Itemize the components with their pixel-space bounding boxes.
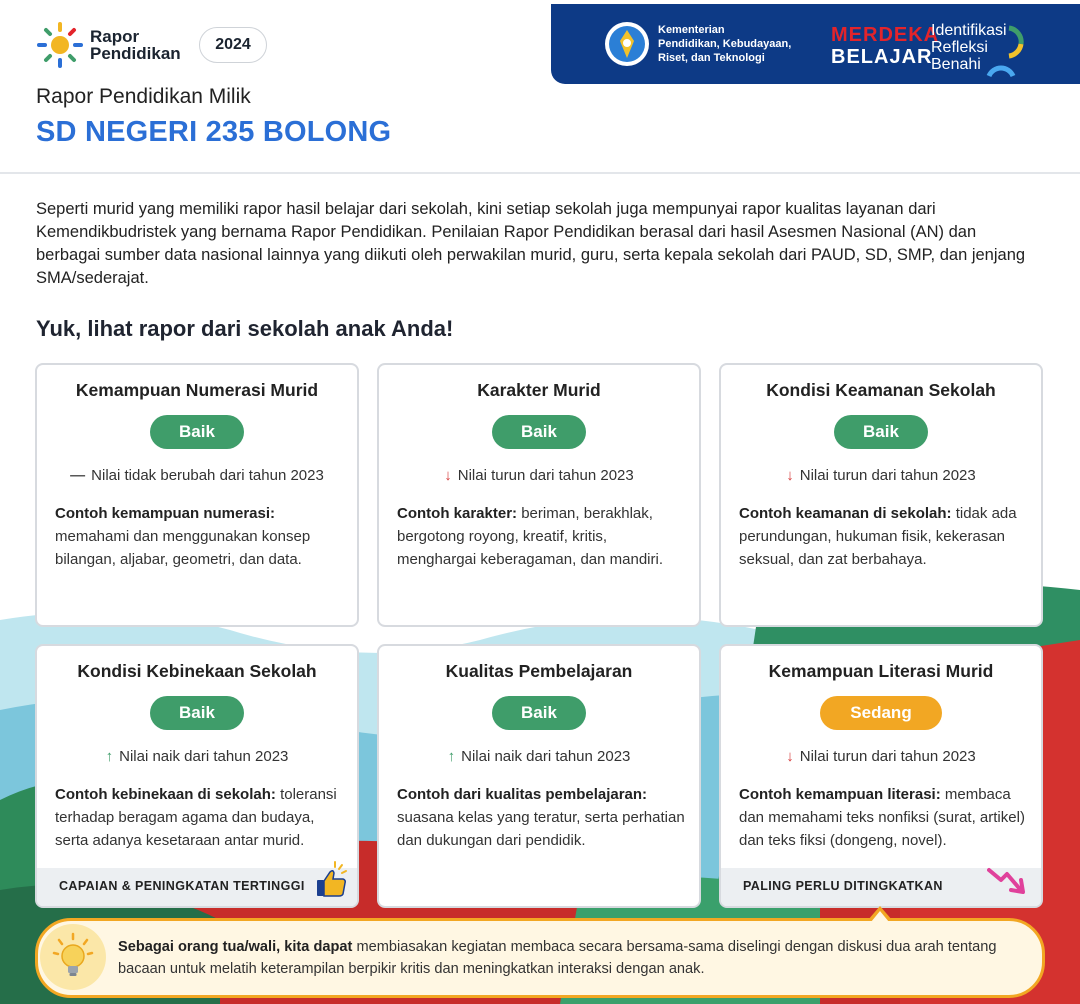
desc-bold: Contoh dari kualitas pembelajaran: [397, 786, 648, 803]
page-subtitle: Rapor Pendidikan Milik [36, 85, 251, 108]
desc-text: memahami dan menggunakan konsep bilangan, aljabar, geometri, dan data. [55, 528, 311, 568]
arrow-down-icon: ↓ [786, 467, 794, 484]
trend-text [379, 748, 699, 765]
card-keamanan[interactable] [719, 363, 1043, 627]
trend-text [37, 467, 357, 484]
tip-bold: Sebagai orang tua/wali, kita dapat [118, 939, 353, 955]
desc-bold: Contoh kebinekaan di sekolah: [55, 786, 276, 803]
desc-text: membaca dan memahami teks nonfiksi (surat, artikel) dan teks fiksi (dongeng, novel). [739, 786, 1025, 849]
desc-text: beriman, berakhlak, bergotong royong, kreatif, kritis, menghargai keberagaman, dan mandiri. [397, 505, 663, 568]
irb-line2: Refleksi [931, 39, 988, 56]
lightbulb-icon [40, 924, 106, 990]
irb-arc-icon [981, 22, 1027, 78]
card-karakter[interactable] [377, 363, 701, 627]
card-footer [37, 868, 357, 906]
card-literasi[interactable] [719, 644, 1043, 908]
trend-down-arrow-icon [987, 864, 1027, 904]
trend-label: Nilai tidak berubah dari tahun 2023 [91, 467, 324, 484]
ministry-line3: Riset, dan Teknologi [658, 52, 765, 64]
trend-text [721, 467, 1041, 484]
logo-line2: Pendidikan [90, 44, 181, 63]
school-name: SD NEGERI 235 BOLONG [36, 116, 392, 148]
thumbs-up-icon [311, 860, 351, 900]
merdeka-belajar-logo [831, 24, 939, 68]
card-description [55, 783, 343, 852]
desc-text: tidak ada perundungan, hukuman fisik, kekerasan seksual, dan zat berbahaya. [739, 505, 1017, 568]
ministry-line1: Kementerian [658, 24, 725, 36]
card-description [55, 502, 343, 571]
status-badge: Baik [492, 415, 586, 449]
trend-text [721, 748, 1041, 765]
logo-line1: Rapor [90, 27, 140, 46]
trend-label: Nilai turun dari tahun 2023 [799, 467, 976, 484]
dash-icon: — [70, 467, 86, 484]
government-banner [551, 4, 1080, 84]
trend-label: Nilai turun dari tahun 2023 [457, 467, 634, 484]
tip-text [118, 936, 1038, 980]
arrow-down-icon: ↓ [444, 467, 452, 484]
irb-line1: Identifikasi [931, 22, 1007, 39]
card-description [739, 783, 1027, 852]
desc-bold: Contoh kemampuan numerasi: [55, 505, 276, 522]
card-title: Karakter Murid [477, 380, 601, 400]
irb-logo [931, 22, 1007, 73]
ministry-name [658, 23, 808, 65]
intro-paragraph: Seperti murid yang memiliki rapor hasil belajar dari sekolah, kini setiap sekolah juga mempunyai rapor kualitas layanan dari Kemendikbudristek yang bernama Rapor Pendidikan. Penilaian Rapor Pendidikan berasal dari hasil Asesmen Nasional (AN) dan berbagai sumber data nasional lainnya yang diikuti oleh perwakilan murid, guru, serta kepala sekolah dari PAUD, SD, SMP, dan jenjang SMA/sederajat. [36, 200, 1026, 287]
card-title: Kondisi Keamanan Sekolah [766, 380, 996, 400]
trend-label: Nilai turun dari tahun 2023 [799, 748, 976, 765]
arrow-up-icon: ↑ [447, 748, 456, 765]
desc-bold: Contoh kemampuan literasi: [739, 786, 941, 803]
card-kebinekaan[interactable] [35, 644, 359, 908]
status-badge: Baik [150, 696, 244, 730]
year-selector[interactable]: 2024 [199, 27, 267, 63]
tip-line2: bacaan untuk melatih keterampilan berpikir kritis dan meningkatkan interaksi dengan anak. [118, 961, 705, 977]
card-title: Kondisi Kebinekaan Sekolah [77, 661, 317, 681]
header-divider [0, 172, 1080, 174]
card-numerasi[interactable] [35, 363, 359, 627]
desc-text: toleransi terhadap beragam agama dan budaya, serta adanya kesetaraan antar murid. [55, 786, 337, 849]
ministry-line2: Pendidikan, Kebudayaan, [658, 38, 792, 50]
trend-text [37, 748, 357, 765]
tip-line1: membiasakan kegiatan membaca secara bersama-sama diselingi dengan diskusi dua arah tentang [356, 939, 997, 955]
card-description [739, 502, 1027, 571]
status-badge: Baik [150, 415, 244, 449]
desc-bold: Contoh keamanan di sekolah: [739, 505, 952, 522]
footer-label: PALING PERLU DITINGKATKAN [743, 879, 943, 893]
rapor-pendidikan-logo[interactable] [36, 20, 186, 70]
status-badge: Baik [834, 415, 928, 449]
section-heading: Yuk, lihat rapor dari sekolah anak Anda! [36, 316, 454, 341]
lightbulb-badge [40, 924, 106, 990]
trend-label: Nilai naik dari tahun 2023 [119, 748, 289, 765]
desc-text: suasana kelas yang teratur, serta perhatian dan dukungan dari pendidik. [397, 809, 685, 849]
card-description [397, 502, 685, 571]
parent-tip-banner [35, 918, 1045, 998]
status-badge: Sedang [820, 696, 942, 730]
card-description [397, 783, 685, 852]
status-badge: Baik [492, 696, 586, 730]
belajar-text: BELAJAR [831, 46, 933, 68]
irb-line3: Benahi [931, 56, 981, 73]
trend-label: Nilai naik dari tahun 2023 [461, 748, 631, 765]
tut-wuri-handayani-icon [604, 21, 650, 67]
trend-text [379, 467, 699, 484]
arrow-up-icon: ↑ [105, 748, 114, 765]
footer-label: CAPAIAN & PENINGKATAN TERTINGGI [59, 879, 305, 893]
tip-pointer-inner [871, 911, 889, 922]
desc-bold: Contoh karakter: [397, 505, 518, 522]
header [0, 0, 1080, 172]
card-footer [721, 868, 1041, 906]
merdeka-text: MERDEKA [831, 24, 940, 46]
card-title: Kemampuan Numerasi Murid [75, 380, 319, 400]
card-title: Kemampuan Literasi Murid [768, 661, 994, 681]
card-pembelajaran[interactable] [377, 644, 701, 908]
card-title: Kualitas Pembelajaran [445, 661, 633, 681]
sun-logo-icon [36, 21, 84, 69]
arrow-down-icon: ↓ [786, 748, 794, 765]
